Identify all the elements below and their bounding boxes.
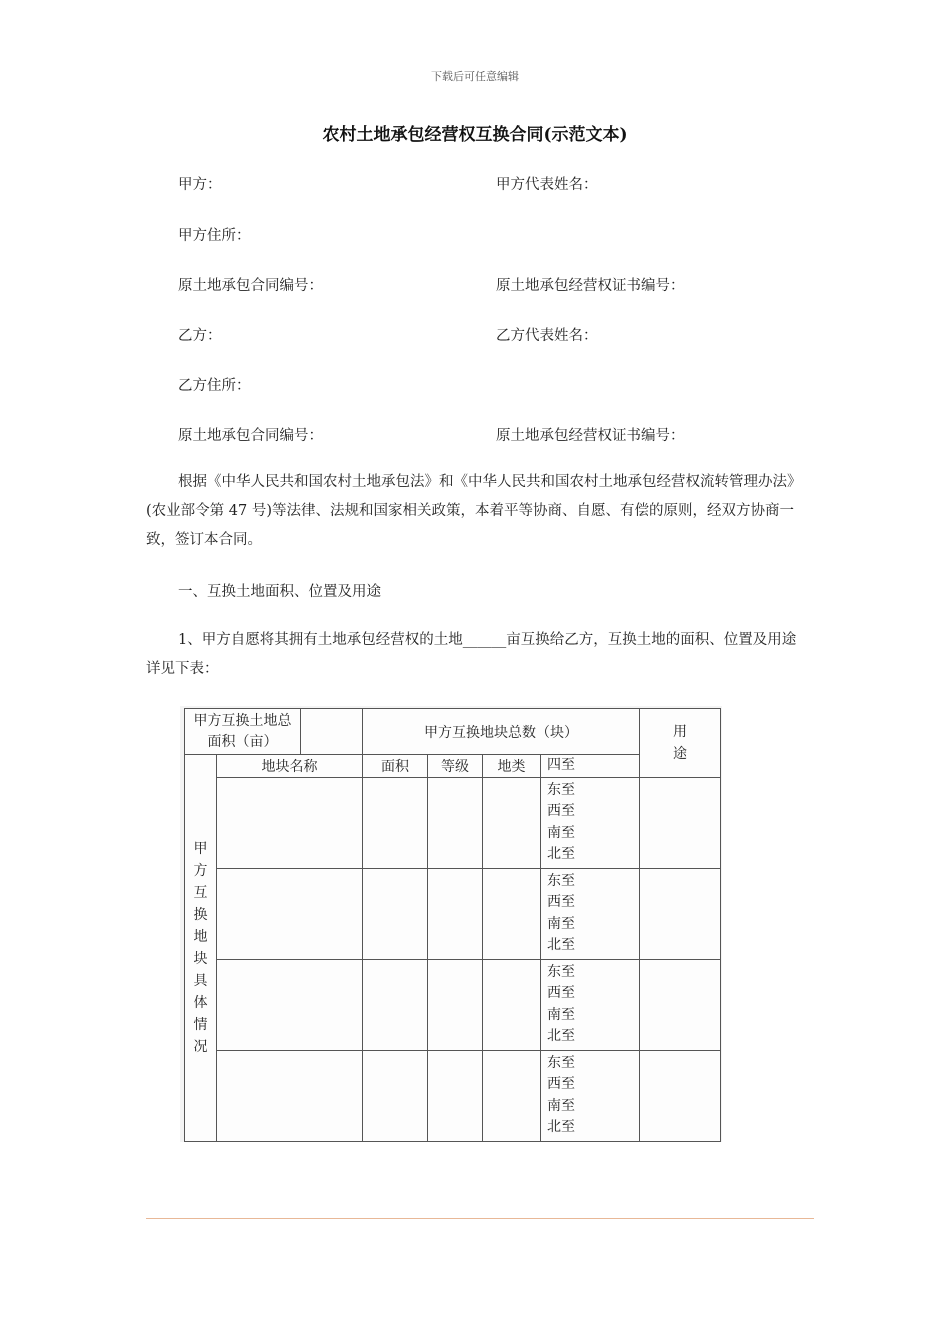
- block-name-cell: [217, 1050, 363, 1141]
- south-label: 南至: [547, 915, 575, 932]
- boundaries-cell: [541, 1050, 640, 1141]
- clause-1: 1、甲方自愿将其拥有土地承包经营权的土地______亩互换给乙方，互换土地的面积、位置及用途详见下表：: [146, 632, 797, 677]
- party-b-cert-no-label: 原土地承包经营权证书编号：: [496, 428, 685, 444]
- area-cell: [363, 959, 428, 1050]
- col-header-grade: 等级: [428, 755, 483, 778]
- block-name-cell: [217, 959, 363, 1050]
- usage-cell: [640, 1050, 721, 1141]
- block-name-cell: [217, 777, 363, 868]
- grade-cell: [428, 777, 483, 868]
- south-label: 南至: [547, 824, 575, 841]
- west-label: 西至: [547, 985, 575, 1001]
- east-label: 东至: [547, 872, 575, 889]
- land-type-cell: [483, 868, 541, 959]
- north-label: 北至: [547, 1119, 575, 1135]
- party-a-rep-label: 甲方代表姓名：: [496, 177, 598, 193]
- land-type-cell: [483, 1050, 541, 1141]
- usage-header: 用途: [640, 709, 721, 778]
- party-a-contract-no-label: 原土地承包合同编号：: [178, 278, 323, 294]
- north-label: 北至: [547, 846, 575, 862]
- col-header-area: 面积: [363, 755, 428, 778]
- party-a-name-label: 甲方：: [178, 177, 222, 193]
- east-label: 东至: [547, 781, 575, 798]
- page-title: 农村土地承包经营权互换合同(示范文本): [322, 125, 628, 145]
- party-b-contract-no-label: 原土地承包合同编号：: [178, 428, 323, 444]
- col-header-block-name: 地块名称: [217, 755, 363, 778]
- usage-cell: [640, 868, 721, 959]
- footer-divider: [146, 1218, 814, 1219]
- area-cell: [363, 1050, 428, 1141]
- north-label: 北至: [547, 937, 575, 953]
- land-swap-table: [184, 708, 721, 1142]
- east-label: 东至: [547, 963, 575, 980]
- party-b-rep-label: 乙方代表姓名：: [496, 328, 598, 344]
- north-label: 北至: [547, 1028, 575, 1044]
- grade-cell: [428, 868, 483, 959]
- grade-cell: [428, 1050, 483, 1141]
- party-b-name-label: 乙方：: [178, 328, 222, 344]
- area-cell: [363, 777, 428, 868]
- boundaries-cell: [541, 777, 640, 868]
- west-label: 西至: [547, 1076, 575, 1092]
- west-label: 西至: [547, 803, 575, 819]
- south-label: 南至: [547, 1097, 575, 1114]
- total-blocks-header: 甲方互换地块总数（块）: [363, 709, 640, 755]
- party-a-cert-no-label: 原土地承包经营权证书编号：: [496, 278, 685, 294]
- east-label: 东至: [547, 1054, 575, 1071]
- col-header-boundaries: 四至: [541, 755, 640, 778]
- total-area-header: 甲方互换土地总面积（亩）: [185, 709, 301, 755]
- land-table-wrapper: [180, 706, 722, 1142]
- block-name-cell: [217, 868, 363, 959]
- total-area-value-cell: [301, 709, 363, 755]
- party-b-address-label: 乙方住所：: [178, 378, 251, 394]
- land-type-cell: [483, 959, 541, 1050]
- usage-cell: [640, 959, 721, 1050]
- land-type-cell: [483, 777, 541, 868]
- party-a-address-label: 甲方住所：: [178, 228, 251, 244]
- side-label: 甲方互换地块具体情况: [185, 755, 217, 1142]
- col-header-land-type: 地类: [483, 755, 541, 778]
- south-label: 南至: [547, 1006, 575, 1023]
- area-cell: [363, 868, 428, 959]
- west-label: 西至: [547, 894, 575, 910]
- usage-cell: [640, 777, 721, 868]
- boundaries-cell: [541, 868, 640, 959]
- grade-cell: [428, 959, 483, 1050]
- section-1-heading: 一、互换土地面积、位置及用途: [178, 584, 381, 600]
- intro-paragraph: 根据《中华人民共和国农村土地承包法》和《中华人民共和国农村土地承包经营权流转管理办法》(农业部令第 47 号)等法律、法规和国家相关政策，本着平等协商、自愿、有偿的原则，经双方协商一致，签订本合同。: [146, 474, 802, 548]
- header-note: 下载后可任意编辑: [431, 70, 519, 83]
- boundaries-cell: [541, 959, 640, 1050]
